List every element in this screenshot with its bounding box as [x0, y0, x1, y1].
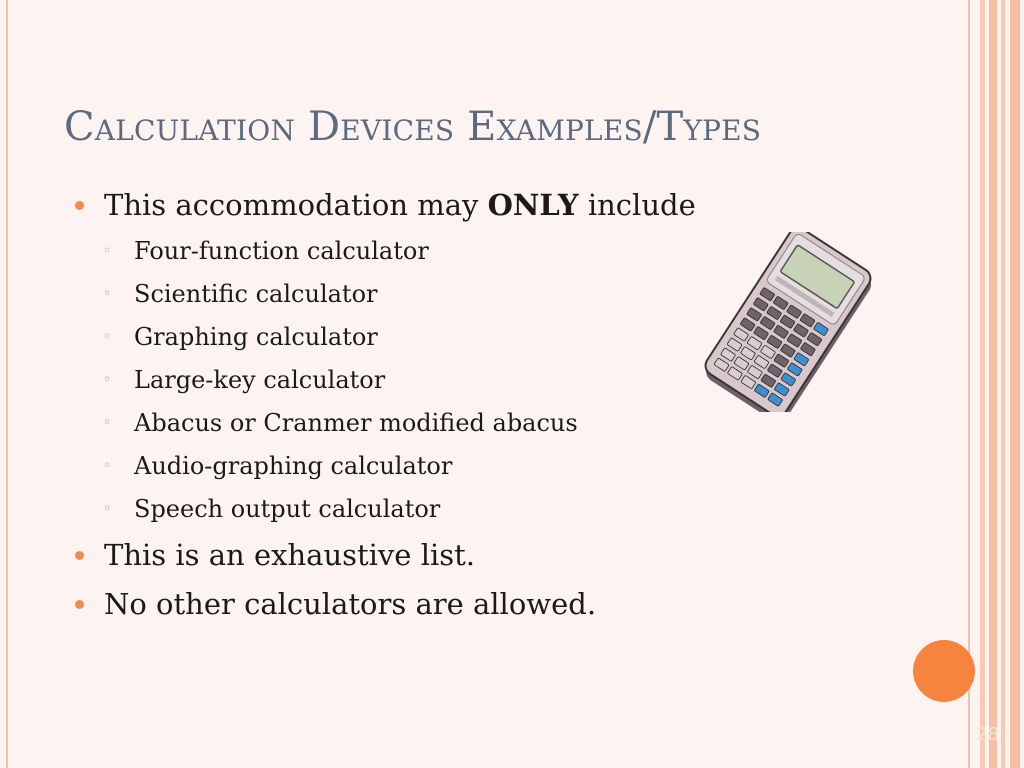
bullet-text-post: include	[578, 188, 696, 222]
sub-bullet-icon: ◦	[103, 286, 112, 302]
right-stripe-4	[1010, 0, 1020, 768]
sub-item	[103, 323, 378, 351]
bullet-text: No other calculators are allowed.	[104, 587, 597, 621]
sub-item-label: Scientific calculator	[134, 280, 378, 308]
sub-item	[103, 409, 578, 437]
calculator-icon	[700, 232, 875, 412]
sub-item	[103, 237, 429, 265]
bullet-icon	[75, 201, 84, 210]
right-stripe-2	[989, 0, 997, 768]
sub-item	[103, 280, 378, 308]
slide-title: Calculation Devices Examples/Types	[64, 104, 762, 150]
bullet-text	[104, 188, 696, 222]
bullet-item-no-other	[75, 587, 596, 621]
sub-bullet-icon: ◦	[103, 372, 112, 388]
sub-item-label: Abacus or Cranmer modified abacus	[134, 409, 578, 437]
sub-item	[103, 495, 440, 523]
sub-item	[103, 452, 452, 480]
sub-bullet-icon: ◦	[103, 329, 112, 345]
sub-bullet-icon: ◦	[103, 501, 112, 517]
sub-item-label: Large-key calculator	[134, 366, 386, 394]
sub-item	[103, 366, 385, 394]
sub-item-label: Audio-graphing calculator	[134, 452, 453, 480]
sub-bullet-icon: ◦	[103, 243, 112, 259]
right-stripe-1	[980, 0, 985, 768]
sub-item-label: Four-function calculator	[134, 237, 429, 265]
bullet-icon	[75, 600, 84, 609]
accent-circle	[913, 640, 975, 702]
sub-bullet-icon: ◦	[103, 458, 112, 474]
bullet-text-pre: This accommodation may	[104, 188, 488, 222]
bullet-item-only	[75, 188, 696, 222]
bullet-text-bold: ONLY	[487, 188, 579, 222]
right-stripe-3	[1001, 0, 1005, 768]
bullet-item-exhaustive	[75, 538, 475, 572]
sub-item-label: Graphing calculator	[134, 323, 378, 351]
sub-bullet-icon: ◦	[103, 415, 112, 431]
page-number: 28	[976, 724, 999, 745]
bullet-icon	[75, 551, 84, 560]
sub-item-label: Speech output calculator	[134, 495, 441, 523]
bullet-text: This is an exhaustive list.	[104, 538, 475, 572]
